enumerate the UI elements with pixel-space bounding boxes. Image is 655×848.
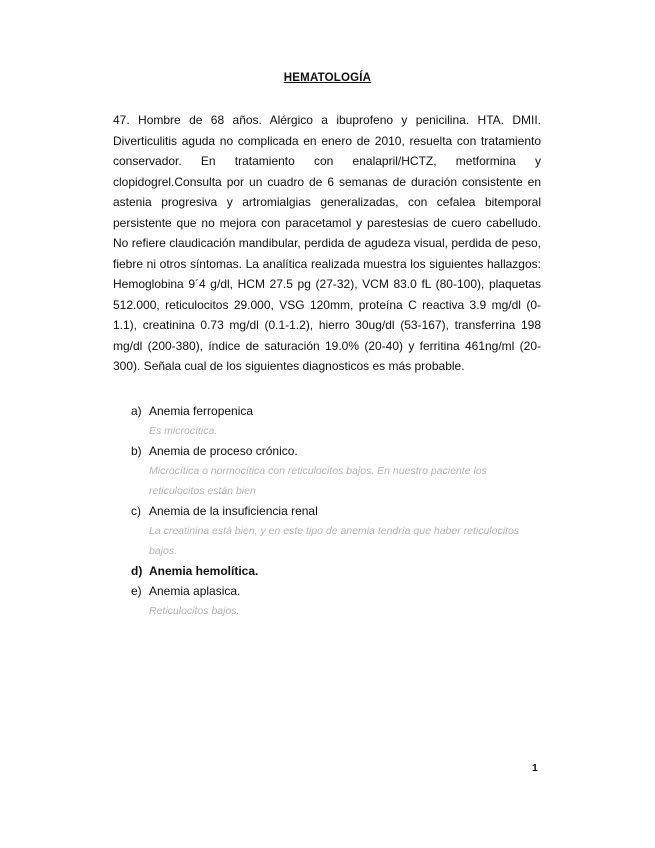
option-text: Anemia hemolítica. (149, 564, 259, 578)
option-letter: b) (131, 444, 142, 458)
option-c (131, 501, 541, 561)
option-letter: a) (131, 404, 142, 418)
option-a (131, 401, 541, 441)
option-explanation: Microcítica o normocítica con reticulocitos bajos. En nuestro paciente los reticulocitos están bien (149, 465, 487, 497)
option-e (131, 581, 541, 621)
option-letter: c) (131, 504, 141, 518)
option-explanation: Es microcítica. (149, 425, 218, 437)
option-text: Anemia ferropenica (149, 404, 254, 418)
section-heading: HEMATOLOGÍA (283, 72, 372, 84)
answer-options (131, 401, 541, 621)
option-text: Anemia de la insuficiencia renal (149, 504, 318, 518)
option-explanation: La creatinina está bien, y en este tipo de anemia tendría que haber reticulocitos bajos. (149, 525, 520, 557)
option-letter: d) (131, 564, 143, 578)
option-text: Anemia aplasica. (149, 584, 241, 598)
option-d-correct (131, 561, 541, 581)
page-number: 1 (532, 762, 538, 774)
question-text: 47. Hombre de 68 años. Alérgico a ibuprofeno y penicilina. HTA. DMII. Diverticulitis aguda no complicada en enero de 2010, resuelta con tratamiento conservador. En tratamiento con enalapril/HCTZ, metformina y clopidogrel.Consulta por un cuadro de 6 semanas de duración consistente en astenia progresiva y artromialgias generalizadas, con cefalea bitemporal persistente que no mejora con paracetamol y parestesias de cuero cabelludo. No refiere claudicación mandibular, perdida de agudeza visual, perdida de peso, fiebre ni otros síntomas. La analítica realizada muestra los siguientes hallazgos: Hemoglobina 9´4 g/dl, HCM 27.5 pg (27-32), VCM 83.0 fL (80-100), plaquetas 512.000, reticulocitos 29.000, VSG 120mm, proteína C reactiva 3.9 mg/dl (0-1.1), creatinina 0.73 mg/dl (0.1-1.2), hierro 30ug/dl (53-167), transferrina 198 mg/dl (200-380), índice de saturación 19.0% (20-40) y ferritina 461ng/ml (20-300). Señala cual de los siguientes diagnosticos es más probable. (113, 113, 541, 373)
option-text: Anemia de proceso crónico. (149, 444, 298, 458)
option-explanation: Reticulocitos bajos. (149, 605, 240, 617)
option-b (131, 441, 541, 501)
option-letter: e) (131, 584, 142, 598)
